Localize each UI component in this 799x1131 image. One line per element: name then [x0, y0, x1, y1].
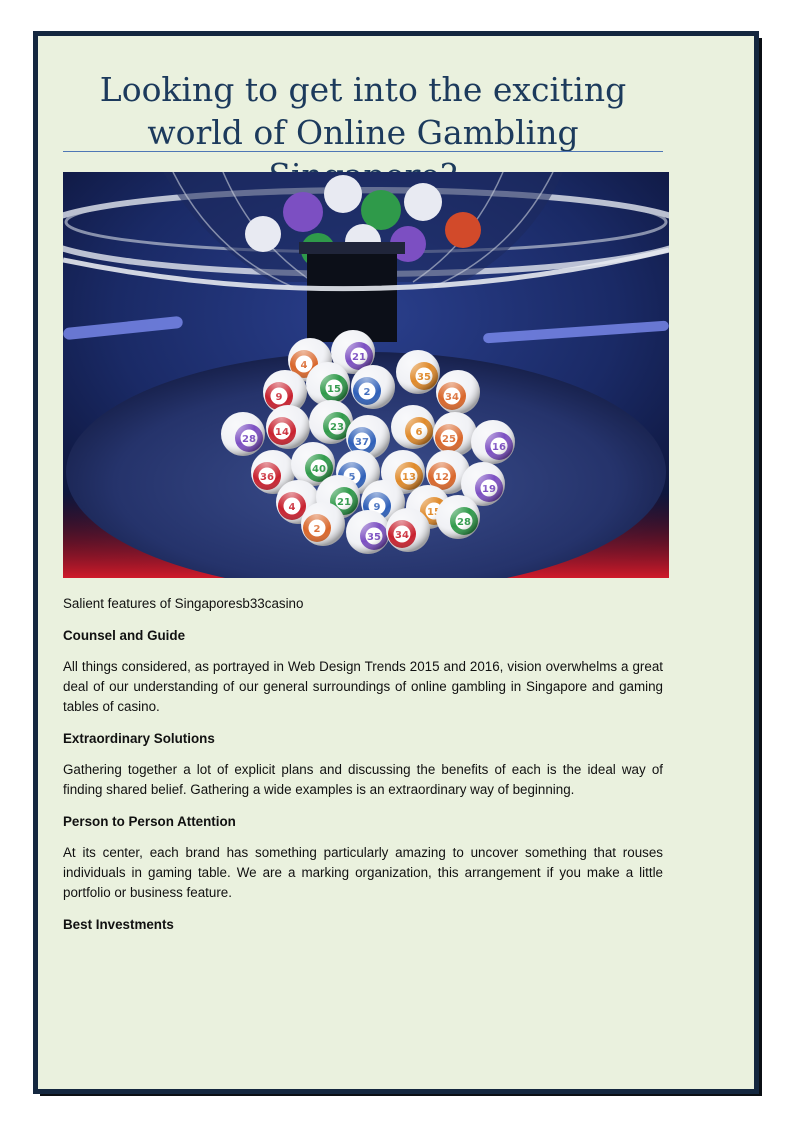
section-body-attention: At its center, each brand has something particularly amazing to uncover something that rouses individuals in gaming table. We are a marking organization, this arrangement if you make a little portfolio or business feature. [63, 845, 663, 900]
article-body [63, 594, 663, 946]
section-heading-solutions: Extraordinary Solutions [63, 731, 215, 746]
lottery-ball [386, 508, 430, 552]
lottery-balls-illustration [63, 172, 669, 578]
lottery-ball [396, 350, 440, 394]
title-underline [63, 151, 663, 152]
section-heading-counsel: Counsel and Guide [63, 628, 186, 643]
section-body-counsel: All things considered, as portrayed in Web Design Trends 2015 and 2016, vision overwhelms a great deal of our understanding of our general surroundings of online gambling in Singapore and gaming tables of casino. [63, 659, 663, 714]
lottery-ball [266, 405, 310, 449]
page-title: Looking to get into the exciting world of Online Gambling [99, 70, 627, 152]
lottery-ball [351, 365, 395, 409]
lottery-ball [436, 370, 480, 414]
section-body-solutions: Gathering together a lot of explicit plans and discussing the benefits of each is the ideal way of finding shared belief. Gathering a wide examples is an extraordinary way of beginning. [63, 762, 663, 797]
section-heading-attention: Person to Person Attention [63, 814, 236, 829]
section-heading-investments: Best Investments [63, 917, 174, 932]
lottery-ball [436, 495, 480, 539]
lottery-balls-photo [63, 172, 669, 578]
lottery-ball [471, 420, 515, 464]
image-caption: Salient features of Singaporesb33casino [63, 596, 304, 611]
lottery-ball [306, 362, 350, 406]
lottery-ball [346, 510, 390, 554]
lottery-ball [221, 412, 265, 456]
lottery-ball [391, 405, 435, 449]
lottery-ball [301, 502, 345, 546]
lottery-ball [433, 412, 477, 456]
